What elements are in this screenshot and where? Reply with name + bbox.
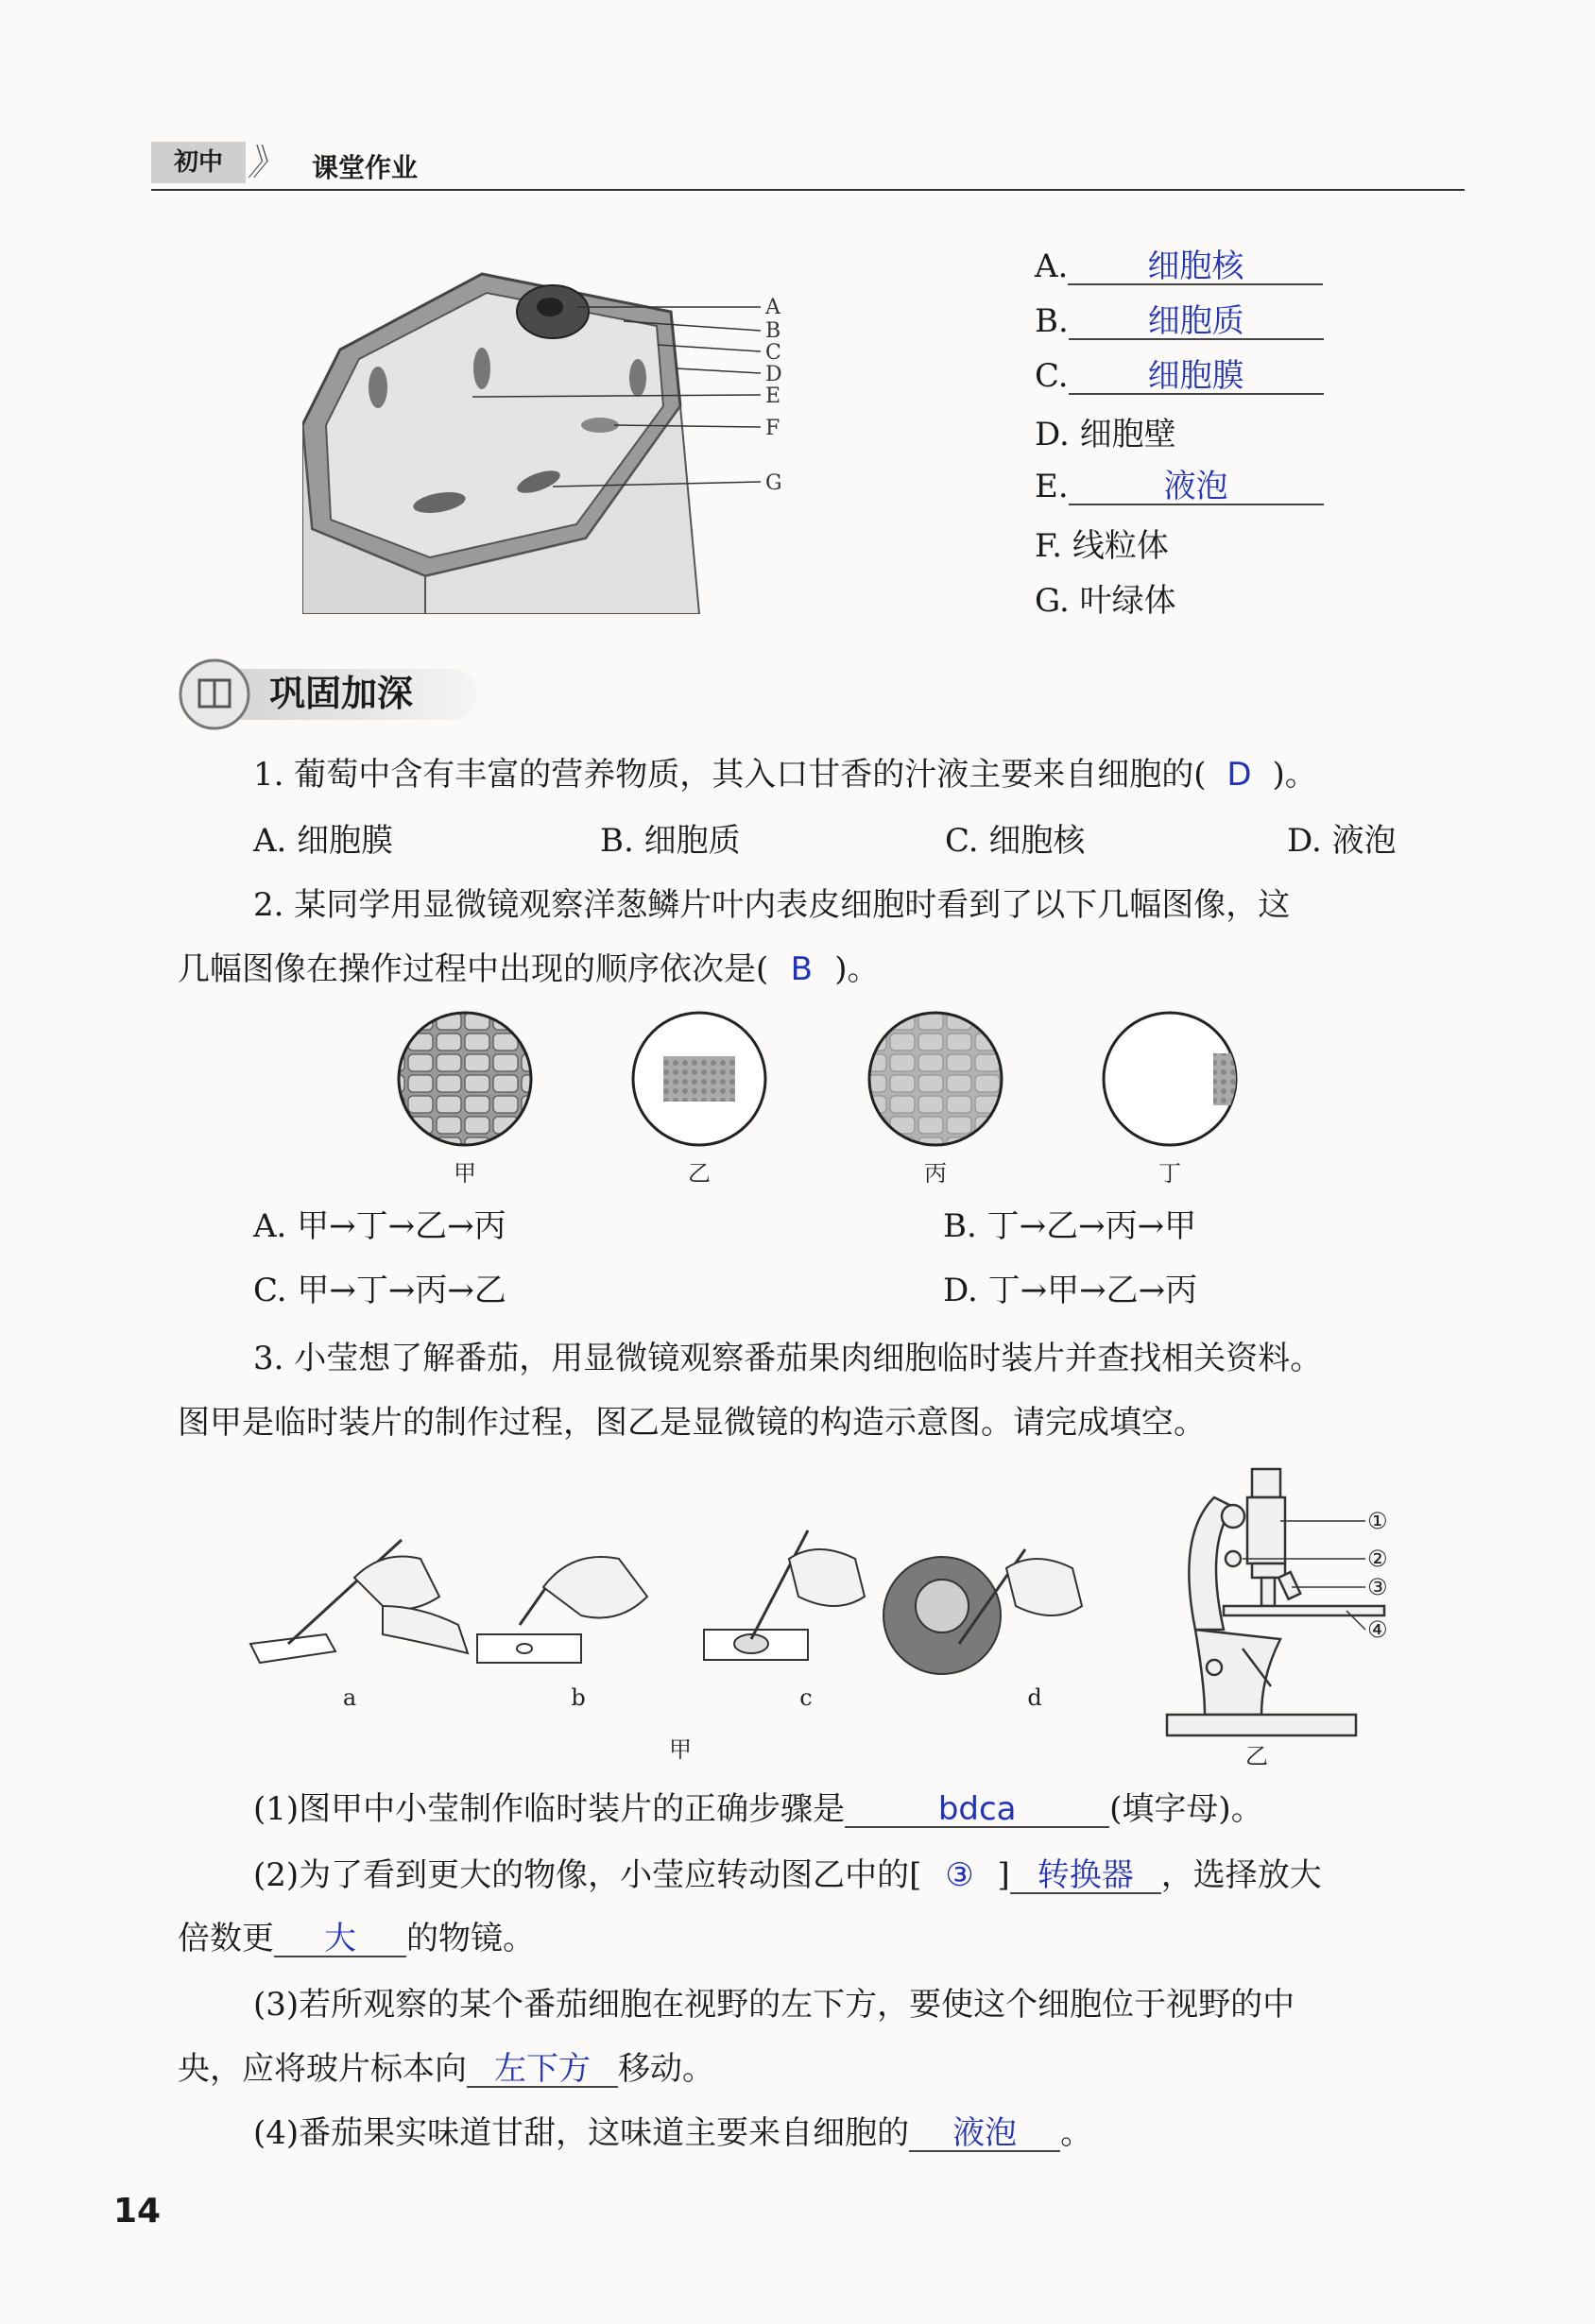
q3-stem-line2: 图甲是临时装片的制作过程，图乙是显微镜的构造示意图。请完成填空。 xyxy=(178,1404,1206,1442)
plant-cell-diagram xyxy=(302,255,813,614)
view-label-ding: 丁 xyxy=(1158,1160,1181,1187)
q3-part3-line1: (3)若所观察的某个番茄细胞在视野的左下方，要使这个细胞位于视野的中 xyxy=(253,1986,1295,2024)
q3-stem-line1: 3. 小莹想了解番茄，用显微镜观察番茄果肉细胞临时装片并查找相关资料。 xyxy=(253,1340,1323,1377)
step-label-a: a xyxy=(342,1684,357,1711)
slide-preparation-figure xyxy=(241,1502,1148,1767)
q2-option-c: C. 甲→丁→丙→乙 xyxy=(253,1272,506,1309)
part-1: ① xyxy=(1367,1508,1388,1534)
q1-option-a: A. 细胞膜 xyxy=(253,822,394,860)
cell-label-b: B xyxy=(765,319,781,343)
microscope-diagram xyxy=(1158,1460,1441,1771)
q3-part1: (1)图甲中小莹制作临时装片的正确步骤是 bdca (填字母)。 xyxy=(253,1790,1263,1828)
q1-option-c: C. 细胞核 xyxy=(945,822,1086,860)
cell-label-row-a: A. 细胞核 xyxy=(1035,248,1323,285)
q1-option-b: B. 细胞质 xyxy=(600,822,741,860)
view-label-jia: 甲 xyxy=(454,1160,476,1187)
chloroplast xyxy=(369,367,387,408)
cell-label-c: C xyxy=(765,341,781,365)
figure-jia-caption: 甲 xyxy=(669,1736,692,1763)
q2-stem-line2: 几幅图像在操作过程中出现的顺序依次是( B )。 xyxy=(178,950,880,988)
chloroplast xyxy=(473,348,490,389)
section-badge xyxy=(175,652,487,737)
view-label-yi: 乙 xyxy=(688,1160,711,1187)
cell-label-d: D xyxy=(765,363,782,386)
q3-part2: (2)为了看到更大的物像，小莹应转动图乙中的[ ③ ] 转换器 ，选择放大 xyxy=(253,1856,1322,1894)
q3-part2b: 倍数更 大 的物镜。 xyxy=(178,1920,535,1957)
cell-label-row-b: B. 细胞质 xyxy=(1035,302,1324,340)
cell-label-row-g: G. 叶绿体 xyxy=(1035,582,1176,620)
cell-label-g: G xyxy=(765,471,782,495)
cell-label-e: E xyxy=(765,384,781,408)
part-3: ③ xyxy=(1367,1574,1388,1600)
cell-label-row-e: E. 液泡 xyxy=(1035,468,1324,505)
cell-label-row-d: D. 细胞壁 xyxy=(1035,416,1176,453)
section-title: 巩固加深 xyxy=(269,673,414,714)
part-2: ② xyxy=(1367,1546,1388,1572)
series-title: 课堂作业 xyxy=(312,152,419,183)
level-label: 初中 xyxy=(151,142,246,183)
chloroplast xyxy=(629,359,646,397)
step-label-d: d xyxy=(1027,1684,1042,1711)
cell-label-f: F xyxy=(765,417,780,440)
q1-stem: 1. 葡萄中含有丰富的营养物质，其入口甘香的汁液主要来自细胞的( D )。 xyxy=(253,756,1317,794)
step-label-b: b xyxy=(571,1684,586,1711)
part-4: ④ xyxy=(1367,1616,1388,1643)
view-label-bing: 丙 xyxy=(924,1160,947,1187)
q2-stem-line1: 2. 某同学用显微镜观察洋葱鳞片叶内表皮细胞时看到了以下几幅图像，这 xyxy=(253,886,1291,924)
cell-label-row-c: C. 细胞膜 xyxy=(1035,357,1324,395)
q2-option-b: B. 丁→乙→丙→甲 xyxy=(943,1207,1197,1245)
page-header xyxy=(151,142,1465,191)
q2-option-a: A. 甲→丁→乙→丙 xyxy=(253,1207,506,1245)
chevron-icon: 》 xyxy=(248,142,284,183)
q2-option-d: D. 丁→甲→乙→丙 xyxy=(943,1272,1198,1309)
cell-label-a: A xyxy=(765,296,780,319)
view-jia xyxy=(399,1013,531,1145)
microscope-views xyxy=(378,1011,1285,1200)
cell-label-row-f: F. 线粒体 xyxy=(1035,527,1169,565)
q3-part4: (4)番茄果实味道甘甜，这味道主要来自细胞的 液泡 。 xyxy=(253,2114,1093,2152)
q1-option-d: D. 液泡 xyxy=(1287,822,1397,860)
q3-part3-line2: 央，应将玻片标本向 左下方 移动。 xyxy=(178,2050,714,2088)
mitochondrion xyxy=(581,418,619,433)
figure-yi-caption: 乙 xyxy=(1245,1743,1268,1769)
step-label-c: c xyxy=(799,1684,813,1711)
page-number: 14 xyxy=(113,2192,162,2230)
nucleolus xyxy=(537,298,563,316)
